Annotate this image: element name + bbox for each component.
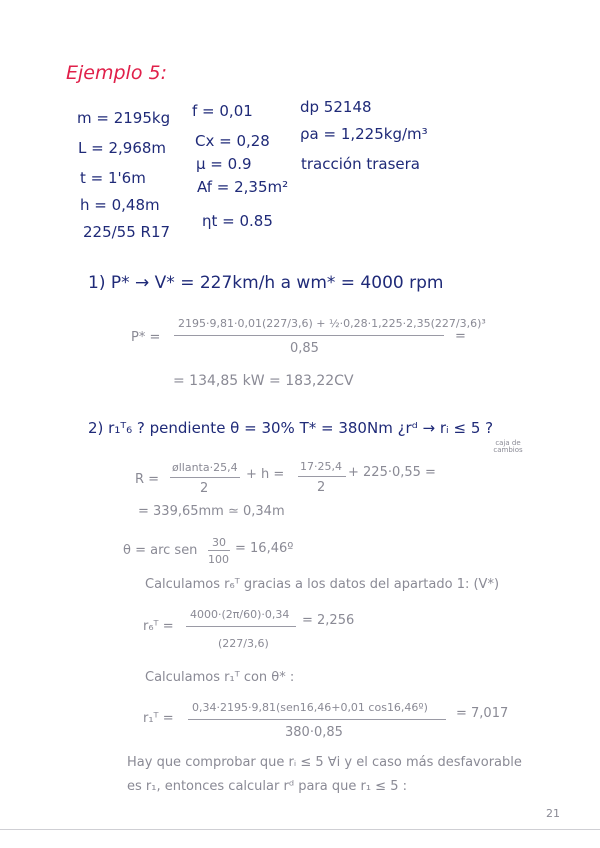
data-traction: tracción trasera	[301, 155, 420, 173]
theta-result: = 16,46º	[235, 541, 294, 556]
radius-result: = 339,65mm ≃ 0,34m	[138, 504, 285, 519]
radius-denominator2: 2	[317, 480, 326, 495]
data-efficiency: ηt = 0.85	[202, 212, 273, 230]
conclusion-line1: Hay que comprobar que rᵢ ≤ 5 ∀i y el caso más desfavorable	[127, 755, 522, 770]
radius-plus2: + 225·0,55 =	[348, 465, 436, 480]
power-denominator: 0,85	[290, 341, 319, 356]
radius-numerator: øllanta·25,4	[172, 461, 238, 474]
r1-label: r₁ᵀ =	[143, 711, 174, 726]
radius-denominator: 2	[200, 481, 209, 496]
power-fraction-bar	[174, 335, 444, 336]
radius-plus-h: + h =	[246, 467, 285, 482]
radius-numerator2: 17·25,4	[300, 460, 342, 473]
r6-label: r₆ᵀ =	[143, 619, 174, 634]
power-label: P* =	[131, 330, 161, 345]
theta-fraction-bar	[208, 550, 230, 551]
gearbox-note: caja de cambios	[493, 439, 523, 454]
power-result: = 134,85 kW = 183,22CV	[173, 373, 354, 389]
calc-r6-text: Calculamos r₆ᵀ gracias a los datos del apartado 1: (V*)	[145, 577, 500, 592]
r1-fraction-bar	[188, 719, 446, 720]
r6-fraction-bar	[186, 626, 296, 627]
data-air-density: ρa = 1,225kg/m³	[300, 125, 428, 143]
r1-numerator: 0,34·2195·9,81(sen16,46+0,01 cos16,46º)	[192, 701, 428, 714]
radius-label: R =	[135, 472, 160, 487]
section2-heading: 2) r₁ᵀ₆ ? pendiente θ = 30% T* = 380Nm ¿rᵈ → rᵢ ≤ 5 ?	[88, 419, 494, 437]
data-mass: m = 2195kg	[77, 109, 171, 127]
data-rolling-coef: f = 0,01	[192, 102, 253, 120]
section1-heading: 1) P* → V* = 227km/h a wm* = 4000 rpm	[88, 273, 444, 293]
data-cg-height: h = 0,48m	[80, 196, 160, 214]
conclusion-line2: es r₁, entonces calcular rᵈ para que r₁ ≤ 5 :	[127, 779, 407, 794]
r6-result: = 2,256	[302, 613, 355, 628]
power-numerator: 2195·9,81·0,01(227/3,6) + ½·0,28·1,225·2,35(227/3,6)³	[178, 317, 486, 330]
radius-fraction-bar	[170, 477, 240, 478]
r1-denominator: 380·0,85	[285, 725, 343, 740]
theta-label: θ = arc sen	[123, 543, 198, 558]
page-number: 21	[546, 807, 560, 820]
page-title: Ejemplo 5:	[66, 62, 167, 84]
calc-r1-text: Calculamos r₁ᵀ con θ* :	[145, 670, 295, 685]
data-plate: dp 52148	[300, 98, 372, 116]
bottom-rule	[0, 829, 600, 830]
data-drag-coef: Cx = 0,28	[195, 132, 270, 150]
data-track: t = 1'6m	[80, 169, 146, 187]
data-wheelbase: L = 2,968m	[78, 139, 167, 157]
radius-fraction-bar2	[298, 476, 346, 477]
data-frontal-area: Af = 2,35m²	[197, 178, 289, 196]
data-adhesion: μ = 0.9	[196, 155, 252, 173]
r6-numerator: 4000·(2π/60)·0,34	[190, 608, 290, 621]
theta-numerator: 30	[212, 536, 226, 549]
r6-denominator: (227/3,6)	[218, 637, 269, 650]
r1-result: = 7,017	[456, 706, 509, 721]
power-equals: =	[455, 329, 466, 344]
theta-denominator: 100	[208, 553, 229, 566]
data-tyre: 225/55 R17	[83, 223, 171, 241]
